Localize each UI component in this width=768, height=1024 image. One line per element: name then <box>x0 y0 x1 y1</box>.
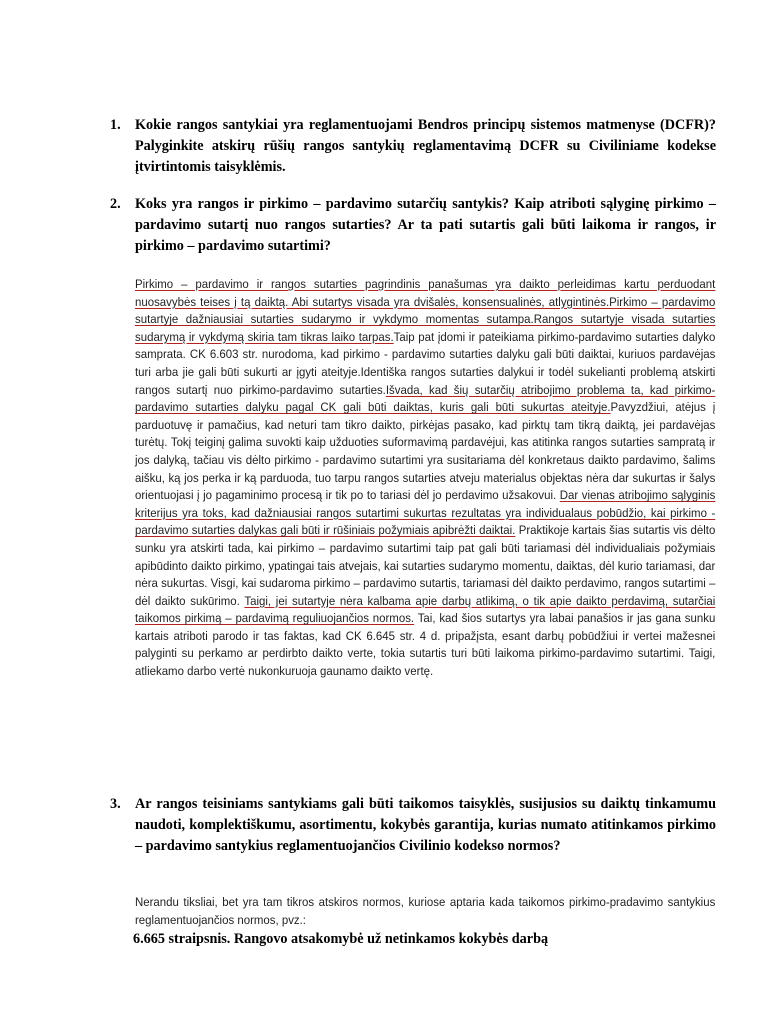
answer-text: Tai, kad šios sutartys yra labai panašios ir jas gana sunku kartais atriboti parodo ir tas faktas, kad CK 6.645 str. 4 d. pripažįsta, esant darbų pobūdžiui ir vertei mažesnei palyginti su perkamo ar perdirbto daikto verte, tokia sutartis turi būti laikoma pirkimo-pardavimo sutartimi. Taigi, atliekamo darbo vertė nukonkuruoja gaunamo daikto vertę. <box>135 611 716 679</box>
answer-3: Nerandu tiksliai, bet yra tam tikros atskiros normos, kuriose aptaria kada taikomos pirkimo-pradavimo santykius reglamentuojančios normos, pvz.: <box>135 895 716 927</box>
underlined-passage: Taigi, jei sutartyje nėra kalbama apie darbų atlikimą, o tik apie daikto perdavimą, sutarčiai taikomos pirkimą – pardavimą reguliuojančios normos. <box>135 593 716 626</box>
underlined-passage: Išvada, kad šių sutarčių atribojimo problema ta, kad pirkimo-pardavimo sutarties dalyku pagal CK gali būti daiktas, kuris gali būti sukurtas ateityje. <box>135 382 716 415</box>
answer-text: Praktikoje kartais šias sutartis vis dėlto sunku yra atskirti tada, kai pirkimo – pardavimo sutartimi taip pat gali būti tariamasi dėl individualiais požymiais apibūdinto daikto pirkimo, ypatingai tais atvejais, kai sutarties sudarymo momentu, daiktas, dėl kurio tariamasi, dar nėra sukurtas. Visgi, kai sudaroma pirkimo – pardavimo sutartis, tariamasi dėl daikto perdavimo, rangos sutartimi – dėl daikto sukūrimo. <box>135 523 716 608</box>
question-text: Koks yra rangos ir pirkimo – pardavimo sutarčių santykis? Kaip atriboti sąlyginę pirkimo – pardavimo sutartį nuo rangos sutarties? Ar ta pati sutartis gali būti laikoma ir rangos, ir pirkimo – pardavimo sutartimi? <box>135 196 716 254</box>
article-heading: 6.665 straipsnis. Rangovo atsakomybė už netinkamos kokybės darbą <box>133 931 549 947</box>
question-3 <box>110 794 716 857</box>
question-text: Kokie rangos santykiai yra reglamentuojami Bendros principų sistemos matmenyse (DCFR)? Palyginkite atskirų rūšių rangos santykių reglamentavimą DCFR su Civiliniame kodekse įtvirtintomis taisyklėmis. <box>135 117 716 175</box>
underlined-passage: Dar vienas atribojimo sąlyginis kriterijus yra toks, kad dažniausiai rangos sutartimi sukurtas rezultatas yra individualaus pobūdžio, kai pirkimo - pardavimo sutarties dalykas gali būti ir rūšiniais požymiais apibrėžti daiktai. <box>135 488 716 538</box>
answer-text: Pavyzdžiui, atėjus į parduotuvę ir pamačius, kad neturi tam tikro daikto, pirkėjas pasako, kad pirktų tam tikrą daiktą, jei pardavėjas turėtų. Tokį teiginį galima suvokti kaip užduoties suformavimą pardavėjui, kas atitinka rangos sutarties sampratą ir jos dalyką, tačiau vis dėlto pirkimo - pardavimo sutartimi yra susitariama dėl konkretaus daikto pardavimo, šalims aišku, ką jos perka ir ką parduoda, tuo tarpu rangos sutarties atveju materialus objektas nėra dar sukurtas ir šalys orientuojasi į jo pagaminimo procesą ir tik po to tariasi dėl jo perdavimo užsakovui. <box>135 400 716 503</box>
answer-2 <box>135 276 715 681</box>
answer-text: Taip pat įdomi ir pateikiama pirkimo-pardavimo sutarties dalyko samprata. CK 6.603 str. nurodoma, kad pirkimo - pardavimo sutarties dalyku gali būti daiktai, kuriuos pardavėjas turi arba jie gali būti sukurti ar įgyti ateityje.Identiška rangos sutarties dalykui ir todėl sukelianti problemą atskirti rangos sutartį nuo pirkimo-pardavimo sutarties. <box>135 329 716 397</box>
question-number: 3. <box>110 796 121 812</box>
underlined-passage: Pirkimo – pardavimo ir rangos sutarties pagrindinis panašumas yra daikto perleidimas kartu perduodant nuosavybės teises į tą daiktą. Abi sutartys visada yra dvišalės, konsensualinės, atlygintinės.Pirkimo – pardavimo sutartyje dažniausiai sutarties sudarymo ir vykdymo momentas sutampa.Rangos sutartyje visada sutarties sudarymą ir vykdymą skiria tam tikras laiko tarpas. <box>135 277 716 344</box>
question-number: 2. <box>110 196 121 212</box>
question-text: Ar rangos teisiniams santykiams gali būti taikomos taisyklės, susijusios su daiktų tinkamumu naudoti, komplektiškumu, asortimentu, kokybės garantija, kurias numato atitinkamos pirkimo – pardavimo santykius reglamentuojančios Civilinio kodekso normos? <box>135 796 716 854</box>
question-number: 1. <box>110 117 121 133</box>
question-2 <box>110 194 716 257</box>
question-1 <box>110 115 716 178</box>
